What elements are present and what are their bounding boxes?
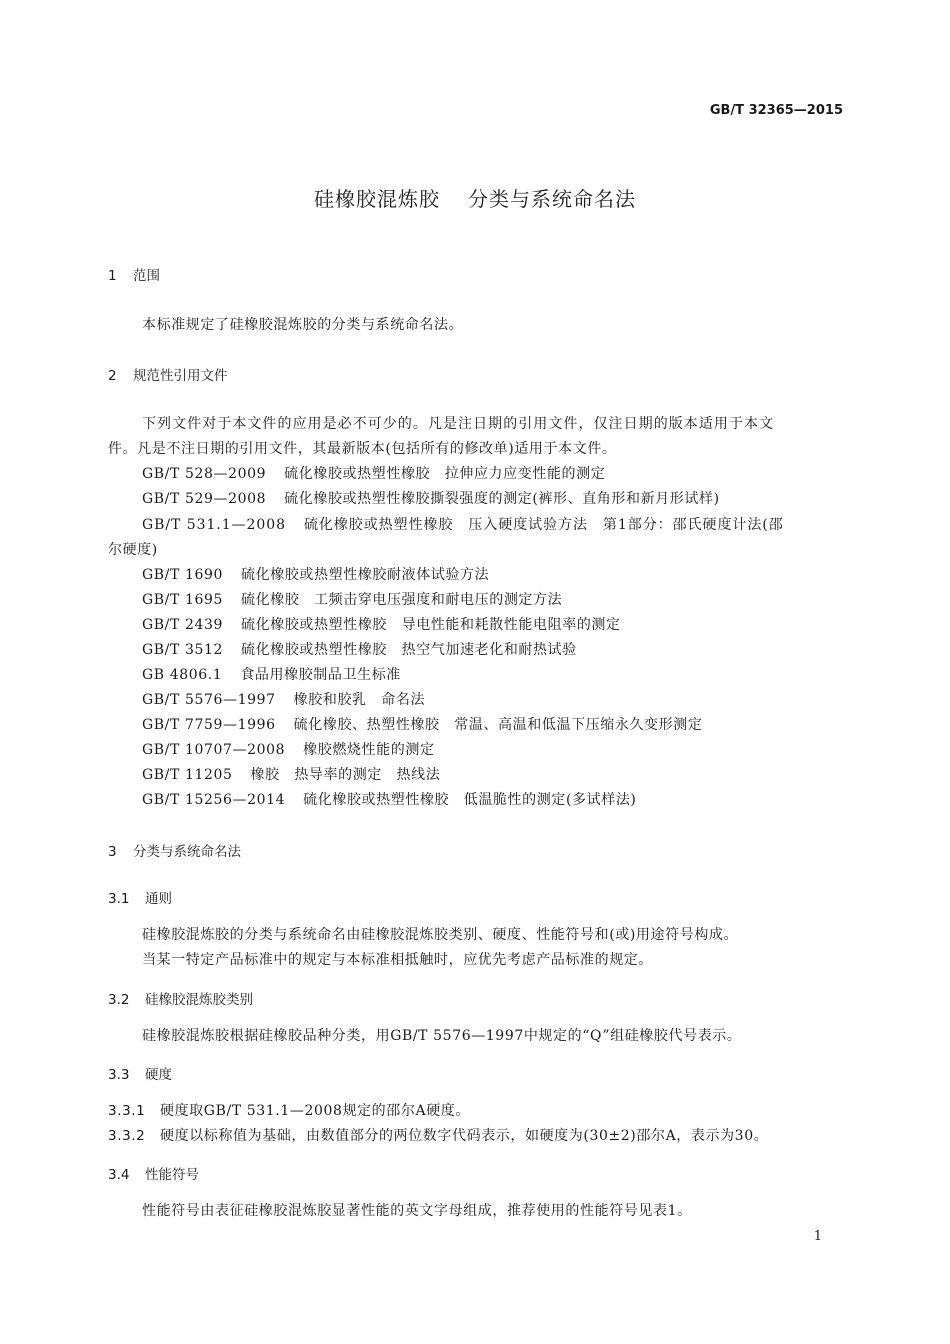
reference-title: 硫化橡胶或热塑性橡胶撕裂强度的测定(裤形、直角形和新月形试样)	[284, 491, 720, 507]
clause-3-3-1	[108, 1100, 470, 1120]
reference-item	[142, 639, 577, 659]
section-1-text: 本标准规定了硅橡胶混炼胶的分类与系统命名法。	[142, 317, 464, 333]
section-number: 3.3	[108, 1067, 130, 1083]
clause-number: 3.3.2	[108, 1128, 146, 1144]
reference-code: GB/T 1690	[142, 567, 224, 583]
section-number: 1	[108, 268, 117, 284]
reference-title: 硫化橡胶或热塑性橡胶 拉伸应力应变性能的测定	[284, 466, 606, 482]
reference-code: GB/T 531.1—2008	[142, 517, 286, 533]
reference-item	[142, 739, 435, 759]
standard-code: GB/T 32365—2015	[709, 103, 843, 118]
reference-title: 食品用橡胶制品卫生标准	[240, 667, 401, 683]
clause-number: 3.3.1	[108, 1103, 146, 1119]
reference-title: 硫化橡胶、热塑性橡胶 常温、高温和低温下压缩永久变形测定	[293, 717, 703, 733]
section-3-3-heading	[108, 1063, 172, 1083]
section-title: 性能符号	[145, 1167, 199, 1183]
reference-title: 硫化橡胶或热塑性橡胶 低温脆性的测定(多试样法)	[303, 792, 637, 808]
section-1-heading	[108, 264, 160, 284]
reference-item	[142, 564, 489, 584]
reference-code: GB/T 11205	[142, 767, 233, 783]
reference-title: 硫化橡胶或热塑性橡胶 热空气加速老化和耐热试验	[241, 642, 577, 658]
reference-code: GB/T 5576—1997	[142, 692, 276, 708]
clause-text: 硬度以标称值为基础，由数值部分的两位数字代码表示，如硬度为(30±2)邵尔A，表示为30。	[160, 1128, 769, 1144]
section-3-4-heading	[108, 1163, 199, 1183]
section-title: 硅橡胶混炼胶类别	[145, 992, 253, 1008]
reference-item	[142, 714, 702, 734]
reference-item	[142, 764, 440, 784]
reference-item	[142, 589, 562, 609]
section-3-4-text: 性能符号由表征硅橡胶混炼胶显著性能的英文字母组成，推荐使用的性能符号见表1。	[142, 1203, 692, 1219]
section-3-1-line1: 硅橡胶混炼胶的分类与系统命名由硅橡胶混炼胶类别、硬度、性能符号和(或)用途符号构成。	[142, 927, 739, 943]
section-title: 分类与系统命名法	[133, 844, 241, 860]
section-number: 3.1	[108, 891, 130, 907]
section-number: 3.4	[108, 1167, 130, 1183]
section-3-2-heading	[108, 988, 253, 1008]
reference-code: GB/T 7759—1996	[142, 717, 276, 733]
section-3-1-heading	[108, 887, 172, 907]
section-3-2-text: 硅橡胶混炼胶根据硅橡胶品种分类，用GB/T 5576—1997中规定的“Q”组硅橡胶代号表示。	[142, 1028, 742, 1044]
title-sub: 分类与系统命名法	[468, 187, 636, 211]
document-title	[0, 183, 950, 212]
reference-code: GB/T 2439	[142, 617, 224, 633]
section-2-intro-line1: 下列文件对于本文件的应用是必不可少的。凡是注日期的引用文件，仅注日期的版本适用于本文	[142, 416, 775, 432]
section-title: 通则	[145, 891, 172, 907]
reference-title: 硫化橡胶或热塑性橡胶耐液体试验方法	[241, 567, 490, 583]
reference-code: GB/T 15256—2014	[142, 792, 286, 808]
reference-code: GB/T 528—2009	[142, 466, 267, 482]
section-2-intro-line2: 件。凡是不注日期的引用文件，其最新版本(包括所有的修改单)适用于本文件。	[108, 441, 617, 457]
reference-title: 硫化橡胶 工频击穿电压强度和耐电压的测定方法	[241, 592, 563, 608]
clause-text: 硬度取GB/T 531.1—2008规定的邵尔A硬度。	[160, 1103, 470, 1119]
reference-title: 硫化橡胶或热塑性橡胶 导电性能和耗散性能电阻率的测定	[241, 617, 621, 633]
section-title: 规范性引用文件	[133, 368, 228, 384]
reference-item	[142, 514, 784, 534]
reference-code: GB/T 1695	[142, 592, 224, 608]
reference-item	[142, 689, 425, 709]
reference-item	[142, 789, 636, 809]
reference-code: GB/T 529—2008	[142, 491, 267, 507]
clause-3-3-2	[108, 1125, 768, 1145]
title-main: 硅橡胶混炼胶	[314, 187, 440, 211]
reference-title: 橡胶和胶乳 命名法	[293, 692, 426, 708]
section-3-heading	[108, 840, 241, 860]
section-title: 范围	[133, 268, 160, 284]
page-number: 1	[813, 1229, 822, 1244]
section-3-1-line2: 当某一特定产品标准中的规定与本标准相抵触时，应优先考虑产品标准的规定。	[142, 952, 653, 968]
section-title: 硬度	[145, 1067, 172, 1083]
section-2-heading	[108, 364, 228, 384]
reference-code: GB 4806.1	[142, 667, 223, 683]
reference-item	[142, 463, 605, 483]
reference-title: 橡胶燃烧性能的测定	[303, 742, 435, 758]
reference-title: 硫化橡胶或热塑性橡胶 压入硬度试验方法 第1部分：邵氏硬度计法(邵	[303, 517, 784, 533]
reference-item	[142, 614, 621, 634]
reference-title: 橡胶 热导率的测定 热线法	[250, 767, 441, 783]
reference-code: GB/T 3512	[142, 642, 224, 658]
section-number: 3	[108, 844, 117, 860]
section-number: 3.2	[108, 992, 130, 1008]
reference-code: GB/T 10707—2008	[142, 742, 286, 758]
reference-continuation: 尔硬度)	[108, 542, 158, 558]
section-number: 2	[108, 368, 117, 384]
reference-item	[142, 664, 401, 684]
reference-item	[142, 488, 720, 508]
